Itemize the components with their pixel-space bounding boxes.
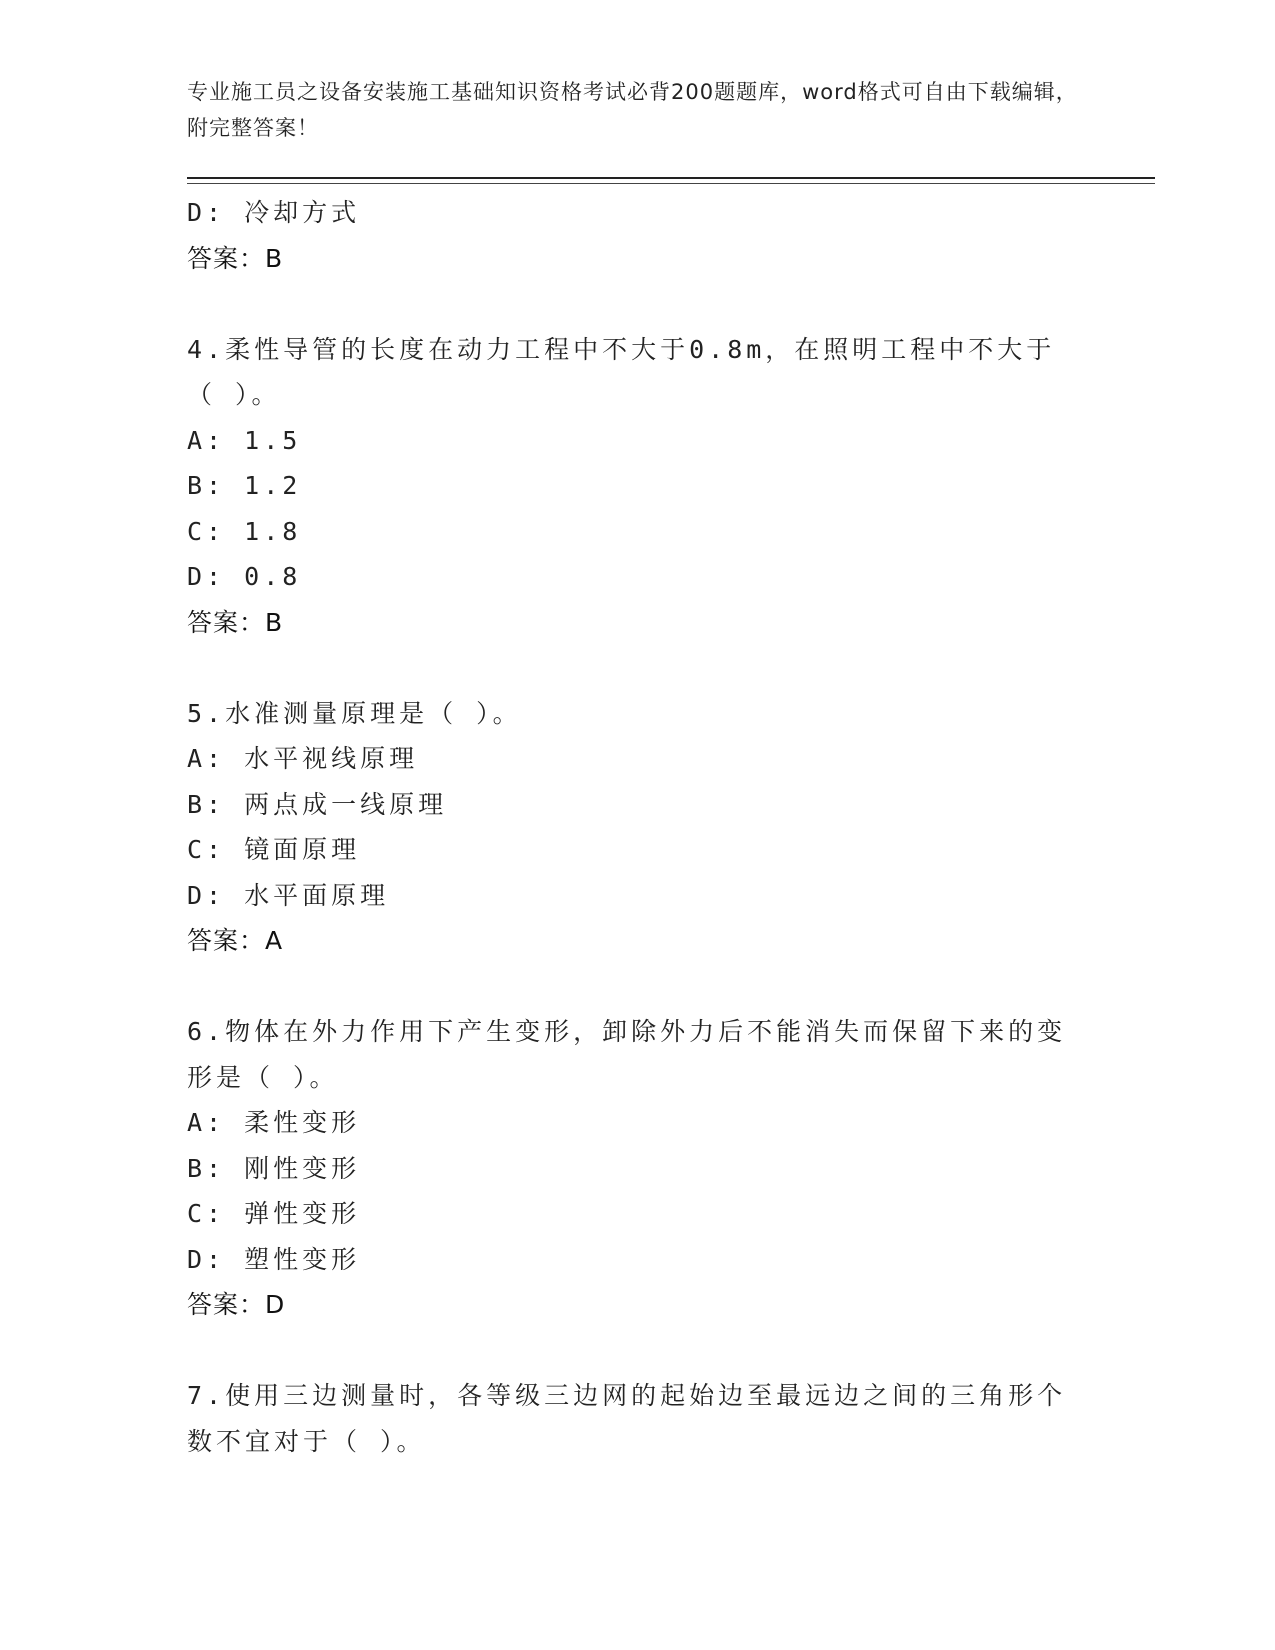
header-divider-thick — [187, 177, 1155, 179]
option-d: D: 0.8 — [187, 562, 302, 591]
spacer — [187, 645, 1067, 691]
question-stem: 5.水准测量原理是（ ）。 — [187, 698, 522, 728]
option-b: B: 1.2 — [187, 471, 302, 500]
question-stem: 4.柔性导管的长度在动力工程中不大于0.8m，在照明工程中不大于（ ）。 — [187, 334, 1056, 409]
answer-line: 答案：B — [187, 243, 284, 273]
question-list — [187, 190, 1067, 1464]
option-c: C: 镜面原理 — [187, 835, 361, 864]
answer-line: 答案：A — [187, 926, 284, 955]
document-header: 专业施工员之设备安装施工基础知识资格考试必背200题题库，word格式可自由下载编辑，附完整答案！ — [187, 80, 1078, 140]
option-a: A: 水平视线原理 — [187, 744, 419, 773]
question-stem: 7.使用三边测量时，各等级三边网的起始边至最远边之间的三角形个数不宜对于（ ）。 — [187, 1381, 1067, 1456]
question-stem: 6.物体在外力作用下产生变形，卸除外力后不能消失而保留下来的变形是（ ）。 — [187, 1017, 1067, 1092]
option-a: A: 柔性变形 — [187, 1108, 361, 1137]
option-d: D: 水平面原理 — [187, 880, 390, 910]
option-d: D: 冷却方式 — [187, 198, 361, 227]
answer-line: 答案：D — [187, 1290, 286, 1319]
option-d: D: 塑性变形 — [187, 1244, 361, 1274]
spacer — [187, 281, 1067, 327]
spacer — [187, 964, 1067, 1010]
option-c: C: 1.8 — [187, 516, 302, 546]
option-c: C: 弹性变形 — [187, 1199, 361, 1228]
header-divider-thin — [187, 183, 1155, 184]
option-a: A: 1.5 — [187, 425, 302, 455]
option-b: B: 刚性变形 — [187, 1153, 361, 1183]
option-b: B: 两点成一线原理 — [187, 789, 448, 819]
answer-line: 答案：B — [187, 607, 284, 637]
spacer — [187, 1328, 1067, 1374]
